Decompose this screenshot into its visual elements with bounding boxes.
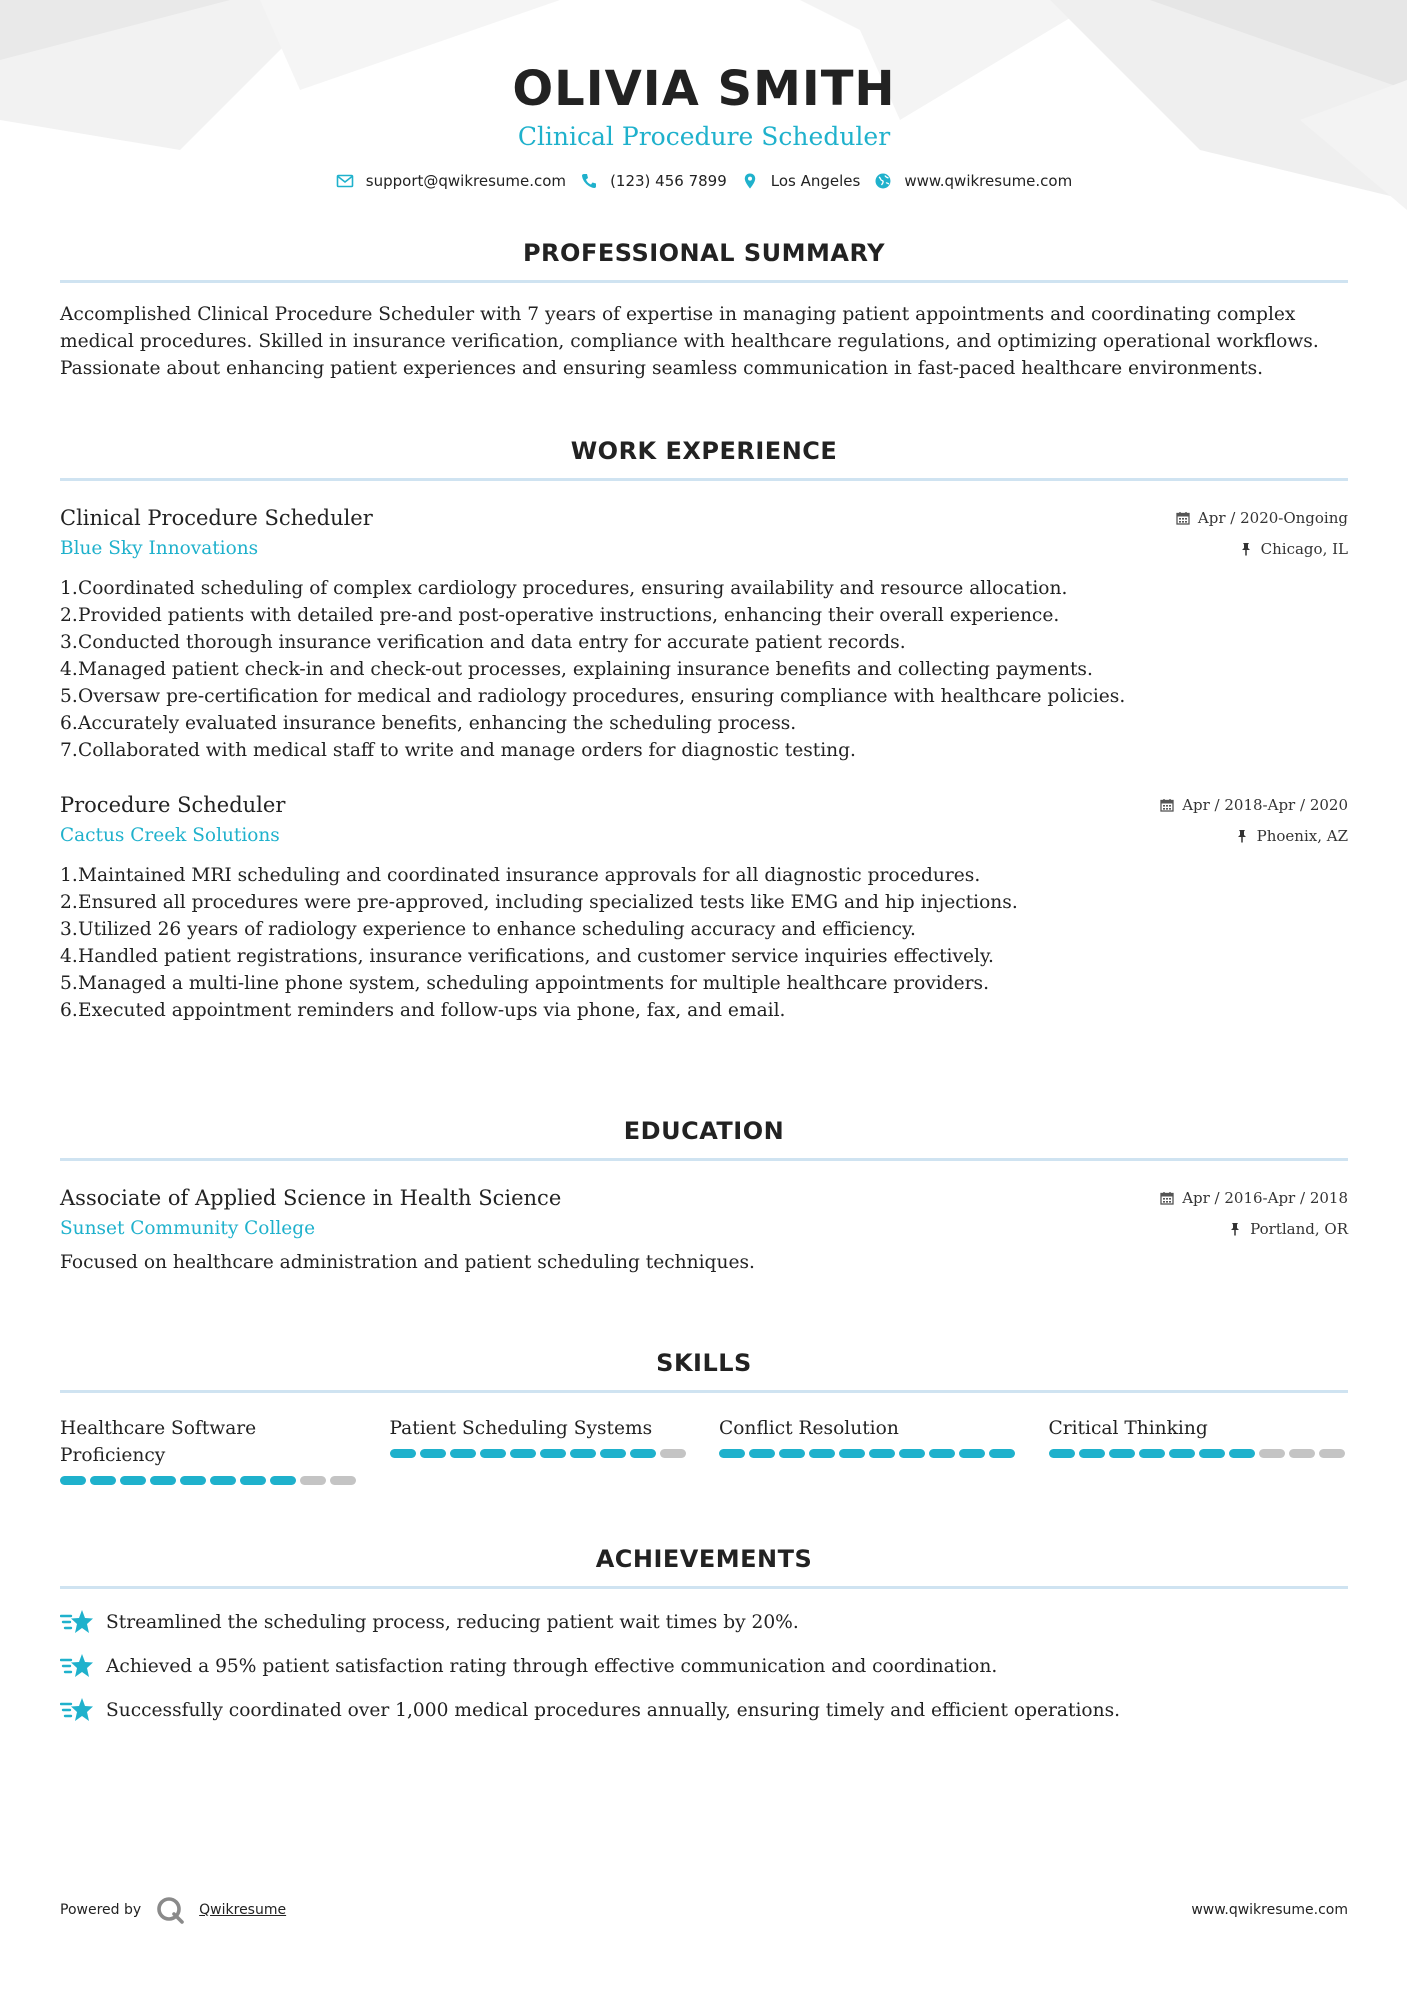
job-date <box>1176 509 1348 527</box>
skill-segment-filled <box>480 1449 506 1458</box>
footer-website-link[interactable]: www.qwikresume.com <box>1191 1902 1348 1918</box>
skill-segment-filled <box>839 1449 865 1458</box>
skill-segment-filled <box>60 1476 86 1485</box>
section-divider <box>60 1586 1348 1589</box>
achievement-item <box>60 1651 1348 1681</box>
duty-item: 5. Oversaw pre-certification for medical and radiology procedures, ensuring compliance with healthcare policies. <box>60 686 1126 707</box>
duty-item: 3. Conducted thorough insurance verification and data entry for accurate patient records. <box>60 632 906 653</box>
skill-segment-filled <box>630 1449 656 1458</box>
education-section <box>60 1116 1348 1276</box>
job-location <box>1239 540 1348 558</box>
job-entry <box>60 503 1348 764</box>
experience-section <box>60 436 1348 1024</box>
skill-item <box>390 1415 690 1485</box>
skill-segment-empty <box>660 1449 686 1458</box>
achievement-text: Achieved a 95% patient satisfaction rating through effective communication and coordination. <box>106 1655 998 1677</box>
contact-website[interactable] <box>874 172 1072 190</box>
skill-segment-filled <box>150 1476 176 1485</box>
duty-item: 6. Accurately evaluated insurance benefits, enhancing the scheduling process. <box>60 713 797 734</box>
skill-segment-filled <box>240 1476 266 1485</box>
skill-segment-filled <box>420 1449 446 1458</box>
duty-item: 5. Managed a multi-line phone system, scheduling appointments for multiple healthcare providers. <box>60 973 989 994</box>
job-location-text: Chicago, IL <box>1260 540 1348 558</box>
contact-bar <box>60 172 1348 190</box>
skill-item <box>719 1415 1019 1485</box>
globe-icon <box>874 172 892 190</box>
skill-segment-filled <box>749 1449 775 1458</box>
skill-segment-filled <box>959 1449 985 1458</box>
skill-segment-filled <box>510 1449 536 1458</box>
skill-level-bar <box>719 1449 1019 1458</box>
duty-item: 1. Maintained MRI scheduling and coordinated insurance approvals for all diagnostic procedures. <box>60 865 981 886</box>
skill-segment-filled <box>809 1449 835 1458</box>
duty-item: 4. Handled patient registrations, insurance verifications, and customer service inquiries effectively. <box>60 946 994 967</box>
duty-item: 3. Utilized 26 years of radiology experience to enhance scheduling accuracy and efficiency. <box>60 919 916 940</box>
duty-item: 4. Managed patient check-in and check-out processes, explaining insurance benefits and collecting payments. <box>60 659 1093 680</box>
duty-list <box>60 862 1348 1024</box>
resume-header <box>60 0 1348 190</box>
skill-segment-filled <box>540 1449 566 1458</box>
skill-name: Healthcare Software Proficiency <box>60 1418 257 1466</box>
section-divider <box>60 280 1348 283</box>
skill-segment-filled <box>570 1449 596 1458</box>
skill-item <box>60 1415 360 1485</box>
skill-name: Patient Scheduling Systems <box>389 1418 653 1439</box>
achievement-text: Successfully coordinated over 1,000 medical procedures annually, ensuring timely and efficient operations. <box>106 1699 1121 1721</box>
achievement-item <box>60 1607 1348 1637</box>
qwikresume-logo-icon <box>155 1895 185 1925</box>
resume-page <box>60 0 1348 1721</box>
section-divider <box>60 478 1348 481</box>
envelope-icon <box>336 172 354 190</box>
skill-segment-filled <box>90 1476 116 1485</box>
skill-segment-filled <box>719 1449 745 1458</box>
skill-segment-filled <box>899 1449 925 1458</box>
skill-segment-filled <box>779 1449 805 1458</box>
skill-item <box>1049 1415 1349 1485</box>
skill-segment-filled <box>180 1476 206 1485</box>
duty-item: 7. Collaborated with medical staff to write and manage orders for diagnostic testing. <box>60 740 856 761</box>
achievement-item <box>60 1695 1348 1725</box>
skill-segment-filled <box>929 1449 955 1458</box>
section-divider <box>60 1158 1348 1161</box>
skill-segment-filled <box>1169 1449 1195 1458</box>
contact-website-text: www.qwikresume.com <box>904 172 1073 190</box>
skill-segment-filled <box>1139 1449 1165 1458</box>
skill-segment-filled <box>989 1449 1015 1458</box>
achievements-section <box>60 1544 1348 1739</box>
contact-email-text: support@qwikresume.com <box>365 172 567 190</box>
duty-item: 2. Provided patients with detailed pre-and post-operative instructions, enhancing their overall experience. <box>60 605 1060 626</box>
company-name: Blue Sky Innovations <box>60 538 259 559</box>
summary-section <box>60 238 1348 382</box>
contact-phone[interactable] <box>580 172 727 190</box>
skill-segment-filled <box>1109 1449 1135 1458</box>
skill-segment-empty <box>330 1476 356 1485</box>
school-name: Sunset Community College <box>60 1218 316 1239</box>
skill-segment-empty <box>300 1476 326 1485</box>
pushpin-icon <box>1239 542 1253 556</box>
skills-section <box>60 1348 1348 1485</box>
shooting-star-icon <box>60 1651 94 1681</box>
job-location <box>1235 827 1348 845</box>
achievements-list <box>60 1607 1348 1725</box>
job-title: Procedure Scheduler <box>60 793 286 817</box>
degree-title: Associate of Applied Science in Health Science <box>60 1186 562 1210</box>
skill-name: Conflict Resolution <box>719 1418 899 1439</box>
map-pin-icon <box>741 172 759 190</box>
job-entry <box>60 790 1348 1024</box>
job-title: Clinical Procedure Scheduler <box>60 506 373 530</box>
skill-segment-filled <box>1229 1449 1255 1458</box>
achievement-text: Streamlined the scheduling process, reducing patient wait times by 20%. <box>106 1611 799 1633</box>
education-date-text: Apr / 2016-Apr / 2018 <box>1182 1189 1348 1207</box>
job-location-text: Phoenix, AZ <box>1256 827 1348 845</box>
skill-segment-filled <box>390 1449 416 1458</box>
job-date-text: Apr / 2018-Apr / 2020 <box>1182 796 1348 814</box>
powered-by <box>60 1895 286 1925</box>
achievements-heading: ACHIEVEMENTS <box>595 1545 813 1573</box>
pushpin-icon <box>1228 1222 1242 1236</box>
education-description: Focused on healthcare administration and patient scheduling techniques. <box>60 1252 755 1273</box>
skill-level-bar <box>1049 1449 1349 1458</box>
skill-segment-filled <box>120 1476 146 1485</box>
company-name: Cactus Creek Solutions <box>60 825 280 846</box>
duty-item: 1. Coordinated scheduling of complex cardiology procedures, ensuring availability and resource allocation. <box>60 578 1068 599</box>
skill-segment-filled <box>210 1476 236 1485</box>
brand-link[interactable]: Qwikresume <box>199 1902 287 1918</box>
education-location-text: Portland, OR <box>1250 1220 1348 1238</box>
skill-segment-filled <box>1199 1449 1225 1458</box>
job-date <box>1160 796 1348 814</box>
contact-email[interactable] <box>336 172 566 190</box>
education-date <box>1160 1189 1348 1207</box>
skill-segment-filled <box>1049 1449 1075 1458</box>
summary-heading: PROFESSIONAL SUMMARY <box>522 239 886 267</box>
phone-icon <box>580 172 598 190</box>
candidate-name: OLIVIA SMITH <box>512 61 896 117</box>
calendar-icon <box>1160 1191 1174 1205</box>
summary-text: Accomplished Clinical Procedure Scheduler with 7 years of expertise in managing patient appointments and coordinating complex medical procedures. Skilled in insurance verification, compliance with healthcare regulations, and optimizing operational workflows. Passionate about enhancing patient experiences and ensuring seamless communication in fast-paced healthcare environments. <box>60 304 1319 379</box>
contact-phone-text: (123) 456 7899 <box>610 172 727 190</box>
shooting-star-icon <box>60 1695 94 1725</box>
skill-segment-filled <box>1079 1449 1105 1458</box>
education-entry <box>60 1183 1348 1276</box>
skill-segment-filled <box>869 1449 895 1458</box>
contact-location-text: Los Angeles <box>770 172 861 190</box>
resume-footer <box>60 1895 1348 1925</box>
skill-segment-empty <box>1289 1449 1315 1458</box>
job-date-text: Apr / 2020-Ongoing <box>1197 509 1348 527</box>
pushpin-icon <box>1235 829 1249 843</box>
education-location <box>1228 1220 1348 1238</box>
contact-location <box>741 172 861 190</box>
duty-item: 6. Executed appointment reminders and follow-ups via phone, fax, and email. <box>60 1000 786 1021</box>
skill-level-bar <box>390 1449 690 1458</box>
skill-level-bar <box>60 1476 360 1485</box>
candidate-title: Clinical Procedure Scheduler <box>517 122 891 151</box>
skill-segment-empty <box>1259 1449 1285 1458</box>
skill-segment-filled <box>450 1449 476 1458</box>
skill-segment-filled <box>600 1449 626 1458</box>
skills-list <box>60 1415 1348 1485</box>
duty-list <box>60 575 1348 764</box>
shooting-star-icon <box>60 1607 94 1637</box>
skill-segment-filled <box>270 1476 296 1485</box>
calendar-icon <box>1160 798 1174 812</box>
skills-heading: SKILLS <box>656 1349 752 1377</box>
skill-segment-empty <box>1319 1449 1345 1458</box>
experience-heading: WORK EXPERIENCE <box>570 437 838 465</box>
skill-name: Critical Thinking <box>1048 1418 1208 1439</box>
calendar-icon <box>1176 511 1190 525</box>
education-heading: EDUCATION <box>623 1117 785 1145</box>
section-divider <box>60 1390 1348 1393</box>
powered-by-label: Powered by <box>60 1902 142 1918</box>
duty-item: 2. Ensured all procedures were pre-approved, including specialized tests like EMG and hip injections. <box>60 892 1018 913</box>
